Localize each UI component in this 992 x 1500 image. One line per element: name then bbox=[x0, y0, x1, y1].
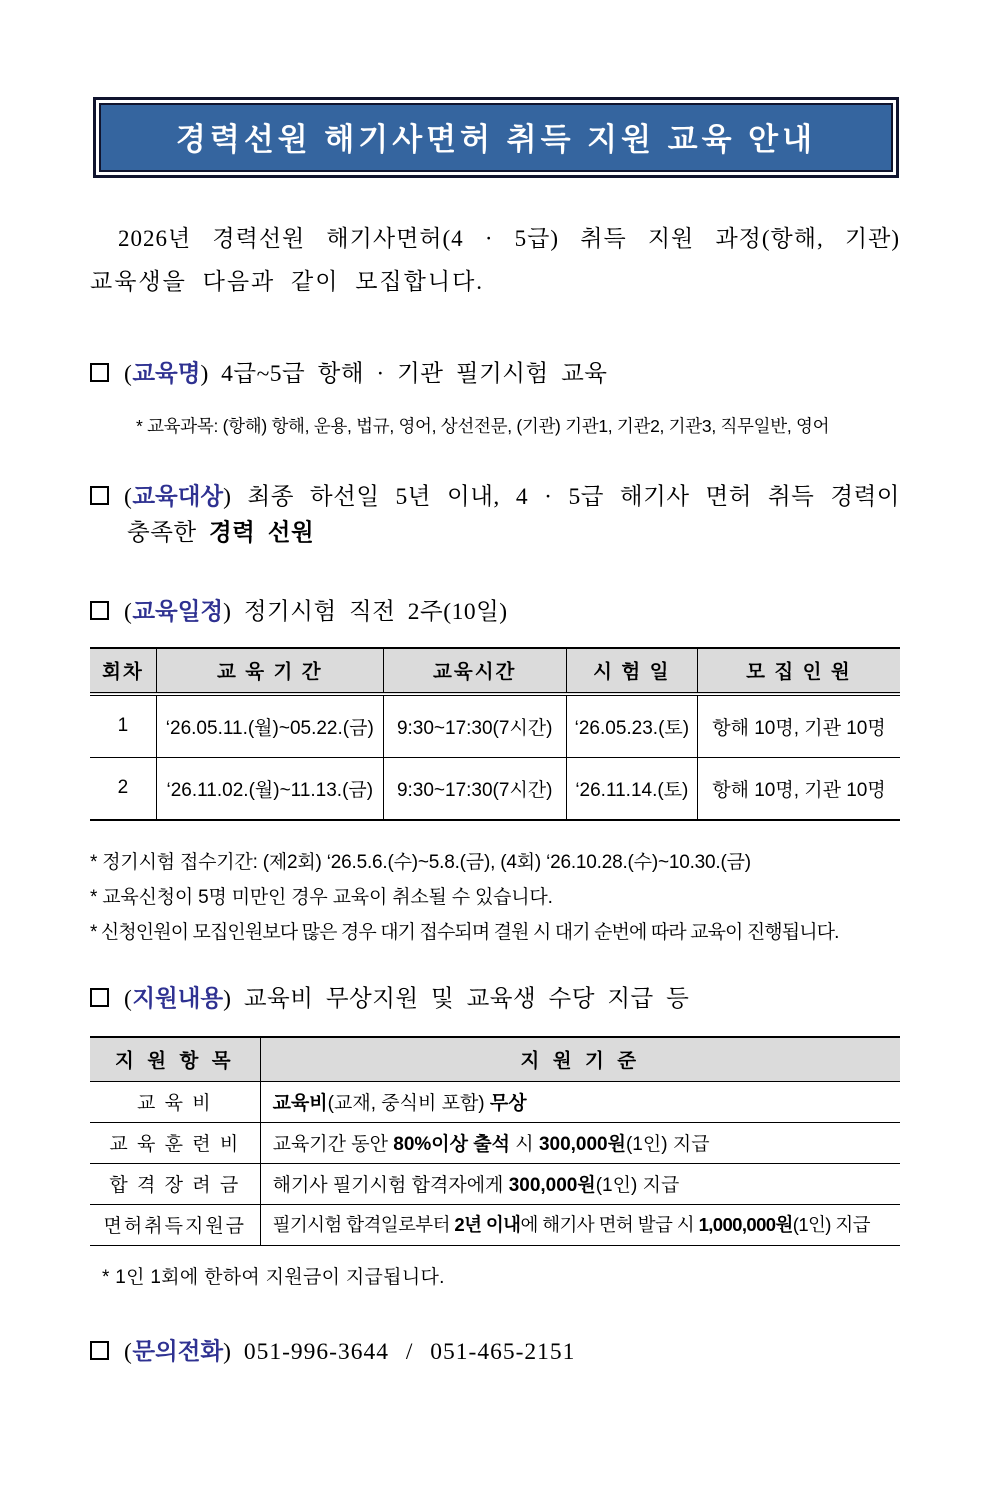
section-label-contact-phone: 문의전화 bbox=[132, 1337, 224, 1364]
checkbox-icon bbox=[90, 1341, 109, 1360]
cell-round: 2 bbox=[90, 757, 156, 820]
section-label-education-target: 교육대상 bbox=[132, 482, 224, 509]
footnote: * 정기시험 접수기간: (제2회) ‘26.5.6.(수)~5.8.(금), (4회) ‘26.10.28.(수)~10.30.(금) bbox=[90, 851, 751, 873]
cell-round: 1 bbox=[90, 694, 156, 758]
section-label-support-content: 지원내용 bbox=[132, 985, 224, 1012]
col-header-support-criteria: 지 원 기 준 bbox=[260, 1037, 900, 1082]
label-paren-open: ( bbox=[124, 599, 133, 626]
cell-support-criteria bbox=[260, 1081, 900, 1122]
section-text: 교육비 무상지원 및 교육생 수당 지급 등 bbox=[243, 986, 690, 1013]
cell-time: 9:30~17:30(7시간) bbox=[383, 694, 566, 758]
section-education-name bbox=[90, 355, 900, 392]
section-contact-phone bbox=[90, 1333, 900, 1370]
section-education-target bbox=[90, 478, 900, 552]
criteria-part: 시 bbox=[510, 1133, 539, 1155]
label-paren-open: ( bbox=[124, 361, 133, 388]
criteria-part: 교육비 bbox=[272, 1092, 328, 1114]
criteria-part: 1,000,000원 bbox=[698, 1214, 793, 1236]
col-header-exam-date: 시 험 일 bbox=[566, 648, 697, 694]
support-table-header-row bbox=[90, 1037, 900, 1082]
document-title-banner bbox=[93, 97, 899, 178]
cell-period: ‘26.11.02.(월)~11.13.(금) bbox=[156, 757, 383, 820]
section-education-schedule bbox=[90, 593, 900, 630]
label-paren-close: ) bbox=[223, 986, 232, 1013]
target-line-2-bold: 경력 선원 bbox=[208, 519, 315, 546]
cell-time: 9:30~17:30(7시간) bbox=[383, 757, 566, 820]
criteria-part: (교재, 중식비 포함) bbox=[327, 1092, 490, 1114]
table-row bbox=[90, 1081, 900, 1122]
criteria-part: 무상 bbox=[489, 1092, 527, 1114]
checkbox-icon bbox=[90, 601, 109, 620]
cell-exam-date: ‘26.11.14.(토) bbox=[566, 757, 697, 820]
education-subjects-note: * 교육과목: (항해) 항해, 운용, 법규, 영어, 상선전문, (기관) 기관1, 기관2, 기관3, 직무일반, 영어 bbox=[136, 415, 830, 436]
cell-support-item: 교 육 훈 련 비 bbox=[90, 1122, 260, 1163]
cell-support-item: 면허취득지원금 bbox=[90, 1204, 260, 1245]
label-paren-close: ) bbox=[223, 599, 232, 626]
section-label-education-schedule: 교육일정 bbox=[132, 598, 224, 625]
intro-line-2: 교육생을 다음과 같이 모집합니다. bbox=[90, 268, 485, 294]
label-paren-close: ) bbox=[223, 1338, 232, 1365]
cell-capacity: 항해 10명, 기관 10명 bbox=[712, 717, 886, 739]
target-line-1 bbox=[90, 478, 900, 515]
table-row bbox=[90, 1204, 900, 1245]
criteria-part: (1인) 지급 bbox=[625, 1133, 710, 1155]
table-row bbox=[90, 694, 900, 758]
target-line-2 bbox=[90, 515, 900, 551]
table-row bbox=[90, 1163, 900, 1204]
footnote: * 교육신청이 5명 미만인 경우 교육이 취소될 수 있습니다. bbox=[90, 886, 553, 908]
checkbox-icon bbox=[90, 988, 109, 1007]
criteria-part: 300,000원 bbox=[538, 1133, 626, 1155]
schedule-table-header-row bbox=[90, 648, 900, 694]
criteria-part: 80%이상 출석 bbox=[393, 1133, 511, 1155]
section-text: 정기시험 직전 2주(10일) bbox=[243, 599, 508, 626]
checkbox-icon bbox=[90, 363, 109, 382]
cell-capacity: 항해 10명, 기관 10명 bbox=[697, 757, 900, 820]
section-text: 4급~5급 항해 · 기관 필기시험 교육 bbox=[221, 361, 608, 388]
table-row bbox=[90, 757, 900, 820]
cell-period: ‘26.05.11.(월)~05.22.(금) bbox=[156, 694, 383, 758]
criteria-part: 해기사 필기시험 합격자에게 bbox=[272, 1174, 509, 1196]
label-paren-open: ( bbox=[124, 986, 133, 1013]
col-header-support-item: 지 원 항 목 bbox=[90, 1037, 260, 1082]
cell-support-item: 합 격 장 려 금 bbox=[90, 1163, 260, 1204]
schedule-table bbox=[90, 647, 900, 821]
section-support-content bbox=[90, 980, 900, 1017]
footnote: * 1인 1회에 한하여 지원금이 지급됩니다. bbox=[102, 1266, 445, 1288]
label-paren-open: ( bbox=[124, 1338, 133, 1365]
section-text: 최종 하선일 5년 이내, 4 · 5급 해기사 면허 취득 경력이 bbox=[247, 483, 900, 510]
criteria-part: 교육기간 동안 bbox=[272, 1133, 394, 1155]
document-body bbox=[0, 218, 992, 1370]
col-header-time: 교육시간 bbox=[383, 648, 566, 694]
table-row bbox=[90, 1122, 900, 1163]
criteria-part: 필기시험 합격일로부터 bbox=[272, 1214, 455, 1236]
section-label-education-name: 교육명 bbox=[132, 360, 201, 387]
cell-support-criteria bbox=[260, 1204, 900, 1245]
target-line-2-prefix: 충족한 bbox=[127, 519, 209, 546]
label-paren-close: ) bbox=[200, 361, 209, 388]
checkbox-icon bbox=[90, 486, 109, 505]
schedule-notes bbox=[90, 845, 900, 950]
criteria-part: 300,000원 bbox=[508, 1174, 596, 1196]
col-header-period: 교 육 기 간 bbox=[156, 648, 383, 694]
cell-exam-date: ‘26.05.23.(토) bbox=[566, 694, 697, 758]
col-header-capacity: 모 집 인 원 bbox=[697, 648, 900, 694]
label-paren-open: ( bbox=[124, 483, 133, 510]
label-paren-close: ) bbox=[223, 483, 232, 510]
criteria-part: 에 해기사 면허 발급 시 bbox=[520, 1214, 699, 1236]
contact-phone-numbers: 051-996-3644 / 051-465-2151 bbox=[243, 1338, 576, 1365]
document-title: 경력선원 해기사면허 취득 지원 교육 안내 bbox=[99, 103, 893, 172]
footnote: * 신청인원이 모집인원보다 많은 경우 대기 접수되며 결원 시 대기 순번에 따라 교육이 진행됩니다. bbox=[90, 922, 839, 944]
cell-support-item: 교 육 비 bbox=[90, 1081, 260, 1122]
cell-support-criteria bbox=[260, 1163, 900, 1204]
intro-paragraph bbox=[90, 218, 900, 303]
intro-line-1: 2026년 경력선원 해기사면허(4 · 5급) 취득 지원 과정(항해, 기관) bbox=[118, 226, 900, 251]
criteria-part: (1인) 지급 bbox=[792, 1214, 870, 1236]
col-header-round: 회차 bbox=[90, 648, 156, 694]
criteria-part: 2년 이내 bbox=[454, 1214, 521, 1236]
criteria-part: (1인) 지급 bbox=[595, 1174, 680, 1196]
cell-support-criteria bbox=[260, 1122, 900, 1163]
support-table bbox=[90, 1036, 900, 1246]
